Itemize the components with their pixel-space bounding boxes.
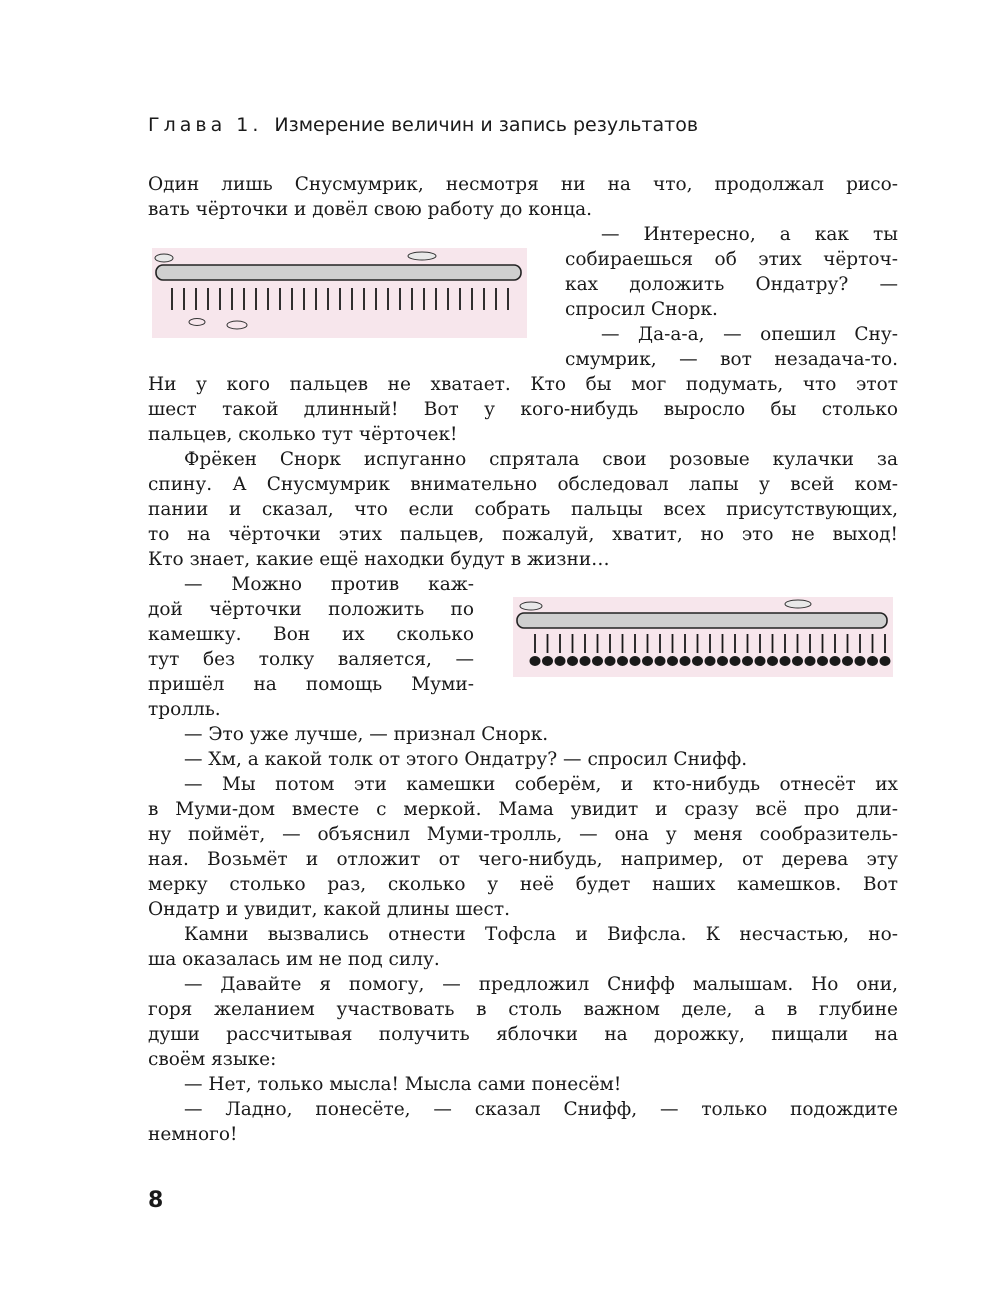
text-line: камешку. Вон их сколько — [148, 624, 474, 645]
pebble — [592, 656, 603, 666]
tally-marks — [172, 288, 508, 310]
pebble — [617, 656, 628, 666]
pebble — [842, 656, 853, 666]
pebble — [730, 656, 741, 666]
text-line: спросил Снорк. — [565, 299, 718, 320]
pebble — [717, 656, 728, 666]
text-line: немного! — [148, 1124, 238, 1145]
text-line: — Да-а-а, — опешил Сну- — [601, 324, 898, 345]
text-line: мерку столько раз, сколько у неё будет наших камешков. Вот — [148, 874, 898, 895]
text-line: в Муми-дом вместе с меркой. Мама увидит и сразу всё про дли- — [148, 799, 898, 820]
pebble — [817, 656, 828, 666]
pole-shape — [156, 265, 521, 280]
text-line: то на чёрточки этих пальцев, пожалуй, хватит, но это не выход! — [148, 524, 898, 545]
text-line: тролль. — [148, 699, 221, 720]
pebble — [567, 656, 578, 666]
text-line: своём языке: — [148, 1049, 277, 1070]
pole-shape — [517, 613, 887, 628]
pole-with-marks-illustration — [152, 248, 527, 338]
text-line: ша оказалась им не под силу. — [148, 949, 440, 970]
critter-sketch — [408, 252, 436, 260]
pebbles-row — [530, 656, 891, 666]
pebble — [630, 656, 641, 666]
critter-sketch — [785, 600, 811, 608]
text-line: — Это уже лучше, — признал Снорк. — [184, 724, 549, 745]
tally-marks — [535, 634, 885, 653]
pebble-sketch — [227, 321, 247, 329]
text-line: Фрёкен Снорк испуганно спрятала свои розовые кулачки за — [184, 449, 898, 470]
critter-sketch — [520, 602, 542, 610]
text-line: вать чёрточки и довёл свою работу до конца. — [148, 199, 593, 220]
pebble — [855, 656, 866, 666]
text-line: Один лишь Снусмумрик, несмотря ни на что, продолжал рисо- — [148, 174, 898, 195]
text-line: — Мы потом эти камешки соберём, и кто-нибудь отнесёт их — [184, 774, 898, 795]
pebble — [542, 656, 553, 666]
pebble — [705, 656, 716, 666]
chapter-label: Глава 1. — [148, 114, 263, 136]
text-line: — Давайте я помогу, — предложил Снифф малышам. Но они, — [184, 974, 898, 995]
text-line: ках доложить Ондатру? — — [565, 274, 898, 295]
critter-sketch — [155, 254, 173, 262]
text-line: Ни у кого пальцев не хватает. Кто бы мог подумать, что этот — [148, 374, 898, 395]
pebble — [742, 656, 753, 666]
text-line: дой чёрточки положить по — [148, 599, 474, 620]
text-line: горя желанием участвовать в столь важном деле, а в глубине — [148, 999, 898, 1020]
text-line: — Ладно, понесёте, — сказал Снифф, — только подождите — [184, 1099, 898, 1120]
text-line: ну поймёт, — объяснил Муми-тролль, — она у меня сообразитель- — [148, 824, 898, 845]
text-line: пальцев, сколько тут чёрточек! — [148, 424, 458, 445]
text-line: Ондатр и увидит, какой длины шест. — [148, 899, 510, 920]
pebble — [830, 656, 841, 666]
text-line: души рассчитывая получить яблочки на дорожку, пищали на — [148, 1024, 898, 1045]
pebble — [530, 656, 541, 666]
text-line: тут без толку валяется, — — [148, 649, 474, 670]
text-line: — Можно против каж- — [184, 574, 474, 595]
pebble — [680, 656, 691, 666]
text-line: смумрик, — вот незадача-то. — [565, 349, 898, 370]
pebble — [605, 656, 616, 666]
text-line: шест такой длинный! Вот у кого-нибудь выросло бы столько — [148, 399, 898, 420]
pebble — [755, 656, 766, 666]
text-line: пришёл на помощь Муми- — [148, 674, 474, 695]
pole-with-pebbles-illustration — [513, 597, 893, 677]
pebble-sketch — [189, 319, 205, 326]
pebble — [580, 656, 591, 666]
page-number: 8 — [148, 1188, 164, 1213]
pebble — [805, 656, 816, 666]
text-line: пании и сказал, что если собрать пальцы всех присутствующих, — [148, 499, 898, 520]
text-line: — Интересно, а как ты — [601, 224, 898, 245]
text-line: спину. А Снусмумрик внимательно обследовал лапы у всей ком- — [148, 474, 898, 495]
chapter-title: Измерение величин и запись результатов — [274, 114, 699, 136]
pebble — [767, 656, 778, 666]
pebble — [780, 656, 791, 666]
pebble — [792, 656, 803, 666]
text-line: — Нет, только мысла! Мысла сами понесём! — [184, 1074, 622, 1095]
pebble — [867, 656, 878, 666]
text-line: собираешься об этих чёрточ- — [565, 249, 898, 270]
text-line: Камни вызвались отнести Тофсла и Вифсла. К несчастью, но- — [184, 924, 898, 945]
pebble — [667, 656, 678, 666]
pebble — [880, 656, 891, 666]
text-line: — Хм, а какой толк от этого Ондатру? — спросил Снифф. — [184, 749, 748, 770]
text-line: ная. Возьмёт и отложит от чего-нибудь, например, от дерева эту — [148, 849, 898, 870]
pebble — [655, 656, 666, 666]
pebble — [692, 656, 703, 666]
pebble — [555, 656, 566, 666]
pebble — [642, 656, 653, 666]
chapter-heading — [148, 114, 908, 136]
text-line: Кто знает, какие ещё находки будут в жизни… — [148, 549, 610, 570]
